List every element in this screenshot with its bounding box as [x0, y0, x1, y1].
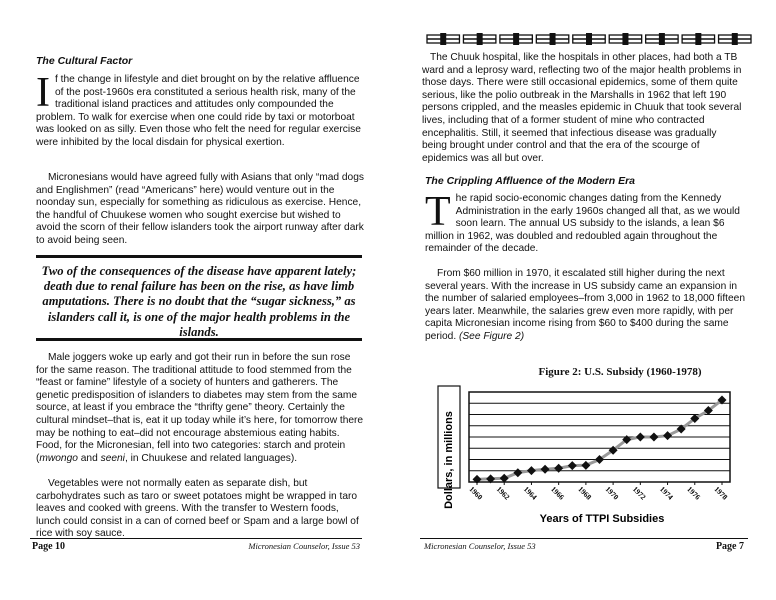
x-tick-label: 1976 [685, 484, 703, 502]
paragraph-text: and [77, 452, 101, 464]
italic-term: seeni [100, 452, 125, 464]
paragraph [36, 352, 364, 465]
page-number: Page 7 [715, 541, 744, 552]
magazine-name: Micronesian Counselor, Issue 53 [424, 541, 536, 551]
x-tick-label: 1974 [658, 484, 675, 502]
paragraph-text: f the change in lifestyle and diet brought on by the relative affluence of the post-1960s era constituted a serious health risk, many of the traditional island practices and attitudes only compounded the problem. To walk for exercise when one could ride by taxi or motorboat was looked on as silly. Even those who felt the need for regular exercise were inhibited by the local disdain for physical exertion. [36, 74, 361, 148]
data-point [568, 461, 577, 470]
paragraph [425, 189, 745, 256]
data-point [636, 433, 645, 442]
subsidy-chart [432, 380, 732, 530]
pull-quote [36, 255, 362, 341]
data-point [541, 465, 550, 474]
x-tick-label: 1964 [521, 484, 539, 502]
paragraph-text: From $60 million in 1970, it escalated still higher during the next several years. With the increase in US subsidy came an expansion in the number of salaried employees–from 3,000 in 1962 to 18,000 fifteen years later. Meanwhile, the salaries grew even more rapidly, with per capita Micronesian income rising from $60 to $400 during the same period. [425, 268, 745, 342]
data-point [527, 466, 536, 475]
x-tick-label: 1970 [603, 484, 621, 502]
data-point [649, 433, 658, 442]
y-axis-label: Dollars, in millions [443, 411, 455, 509]
magazine-name: Micronesian Counselor, Issue 53 [248, 541, 360, 551]
paragraph-text: he rapid socio-economic changes dating from the Kennedy Administration in the early 1960s changed all that, as we would soon learn. The annual US subsidy to the islands, a lean $6 million in 1962, was doubled and redoubled again throughout the remainder of the decade. [425, 193, 740, 255]
paragraph: Vegetables were not normally eaten as separate dish, but carbohydrates such as taro or sweet potatoes might be wrapped in taro leaves and cooked with greens. With the transfer to Western foods, lunch could consist in a can of corned beef or Spam and a large bowl of rice with soy sauce. [36, 478, 359, 540]
paragraph: The Chuuk hospital, like the hospitals in other places, had both a TB ward and a leprosy ward, reflecting two of the major health problems in those days. There were still occasional epidemics, some of them quite serious, like the polio outbreak in the Marshalls in 1962 that left 190 persons crippled, and the measles epidemic in Chuuk that took several lives, including that of a former student of mine who contracted encephalitis. Still, it seemed that infectious disease was gradually being brought under control and that the era of the scourge of epidemics was all but over. [422, 52, 742, 164]
x-tick-label: 1962 [494, 484, 512, 502]
x-tick-label: 1968 [576, 484, 594, 502]
paragraph-text: Male joggers woke up early and got their run in before the sun rose for the same reason. The traditional attitude to food stemmed from the “feast or famine” lifestyle of a society of hunters and gatherers. The genetic predisposition of islanders to diabetes may stem from the same source, at least if you embrace the “thrifty gene” theory. Certainly the cultural mindset–that is, eat it up today while it’s here, for tomorrow there may be nothing to eat–did not encourage abstemious eating habits. Food, for the Micronesian, fell into two categories: starch and protein ( [36, 352, 364, 464]
data-point [554, 464, 563, 473]
ornament-border [425, 32, 753, 46]
paragraph: Micronesians would have agreed fully with Asians that only “mad dogs and Englishmen” (read “Americans” here) would venture out in the noonday sun, especially for something as ridiculous as exercise. Hence, the handful of Chuukese women who sought exercise but wished to avoid the scorn of their fellow islanders took the airport runway after dark to avoid being seen. [36, 172, 364, 246]
x-tick-label: 1972 [630, 484, 648, 502]
figure-reference: (See Figure 2) [458, 330, 525, 342]
data-point [581, 461, 590, 470]
x-tick-label: 1978 [712, 484, 730, 502]
page-number: Page 10 [32, 541, 66, 552]
drop-cap: I [36, 70, 50, 116]
x-axis-label: Years of TTPI Subsidies [539, 513, 665, 525]
x-tick-label: 1966 [549, 484, 567, 502]
figure-title: Figure 2: U.S. Subsidy (1960-1978) [538, 366, 702, 378]
paragraph-text: , in Chuukese and related languages). [124, 452, 298, 464]
page-footer [30, 538, 362, 553]
section-heading: The Crippling Affluence of the Modern Era [425, 175, 636, 187]
data-point [513, 468, 522, 477]
series-line [477, 400, 722, 480]
drop-cap: T [425, 189, 451, 235]
italic-term: mwongo [39, 452, 78, 464]
page-footer [420, 538, 748, 553]
pull-quote-text: Two of the consequences of the disease have apparent lately; death due to renal failure has been on the rise, as have limb amputations. There is no doubt that the “sugar sickness,” as islanders call it, is one of the major health problems in the islands. [41, 264, 357, 339]
paragraph [36, 70, 364, 150]
section-heading: The Cultural Factor [36, 55, 133, 67]
x-tick-label: 1960 [467, 484, 485, 502]
paragraph [425, 268, 745, 344]
